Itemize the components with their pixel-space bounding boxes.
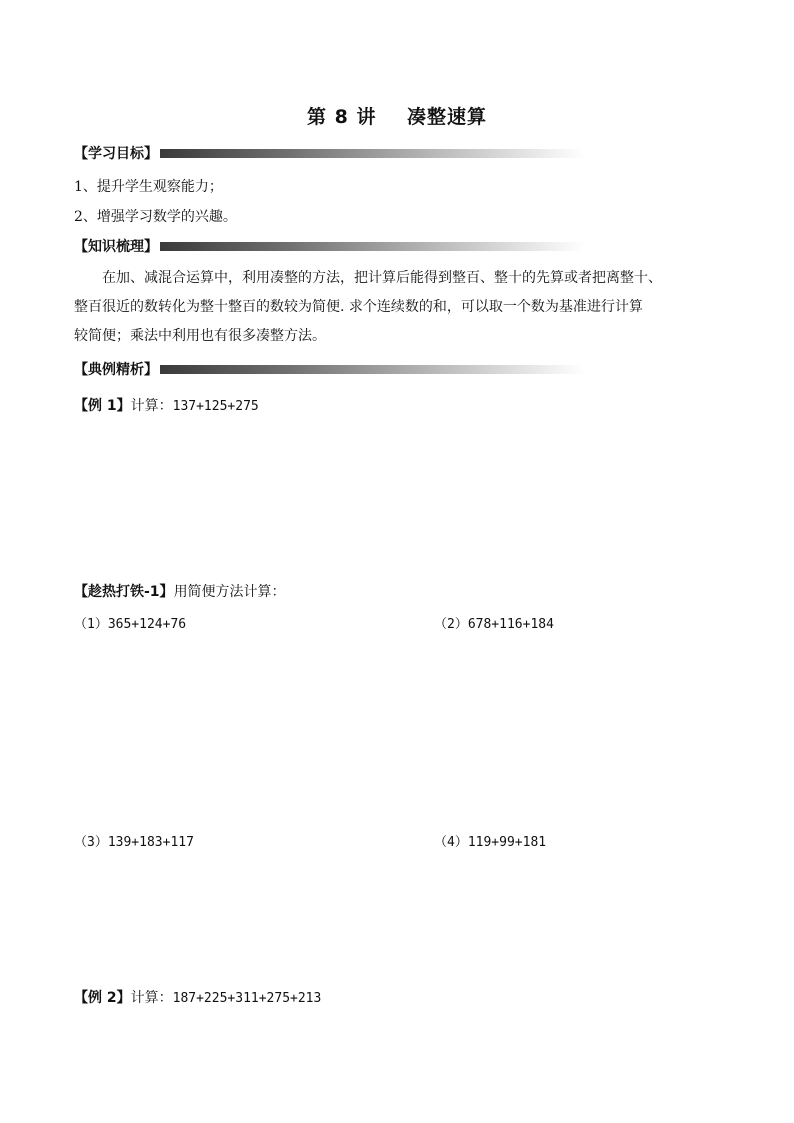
knowledge-line-2: 整百很近的数转化为整十整百的数较为简便. 求个连续数的和，可以取一个数为基准进行计算 — [74, 299, 643, 315]
practice-item-1: （1）365+124+76 — [74, 617, 187, 632]
practice-item-4: （4）119+99+181 — [434, 835, 547, 850]
section-label-knowledge: 【知识梳理】 — [74, 239, 158, 255]
example-2 — [74, 987, 321, 1007]
section-label-examples: 【典例精析】 — [74, 362, 158, 378]
example-1-text: 计算： — [130, 398, 173, 414]
example-2-label: 【例 2】 — [74, 990, 131, 1006]
example-1-expression: 137+125+275 — [172, 399, 259, 414]
section-gradient-bar — [160, 365, 584, 374]
section-label-goals: 【学习目标】 — [74, 146, 158, 162]
knowledge-paragraph — [74, 264, 722, 351]
example-1-label: 【例 1】 — [74, 398, 131, 414]
knowledge-line-1: 在加、减混合运算中，利用凑整的方法，把计算后能得到整百、整十的先算或者把离整十、 — [102, 270, 662, 286]
practice-item-2: （2）678+116+184 — [434, 617, 554, 632]
example-1 — [74, 395, 259, 415]
goal-item-1: 1、提升学生观察能力； — [74, 179, 223, 195]
goal-item-2: 2、增强学习数学的兴趣。 — [74, 209, 237, 225]
section-gradient-bar — [160, 149, 584, 158]
practice-1-heading — [74, 581, 286, 601]
section-header-goals — [74, 143, 584, 163]
practice-1-text: 用简便方法计算： — [173, 584, 286, 600]
example-2-text: 计算： — [130, 990, 173, 1006]
example-2-expression: 187+225+311+275+213 — [172, 991, 322, 1006]
section-header-examples — [74, 359, 584, 379]
section-gradient-bar — [160, 242, 584, 251]
page-title: 第 8 讲 凑整速算 — [307, 106, 487, 128]
knowledge-line-3: 较简便；乘法中利用也有很多凑整方法。 — [74, 328, 326, 344]
section-header-knowledge — [74, 236, 584, 256]
practice-item-3: （3）139+183+117 — [74, 835, 194, 850]
practice-1-label: 【趁热打铁-1】 — [74, 584, 174, 600]
